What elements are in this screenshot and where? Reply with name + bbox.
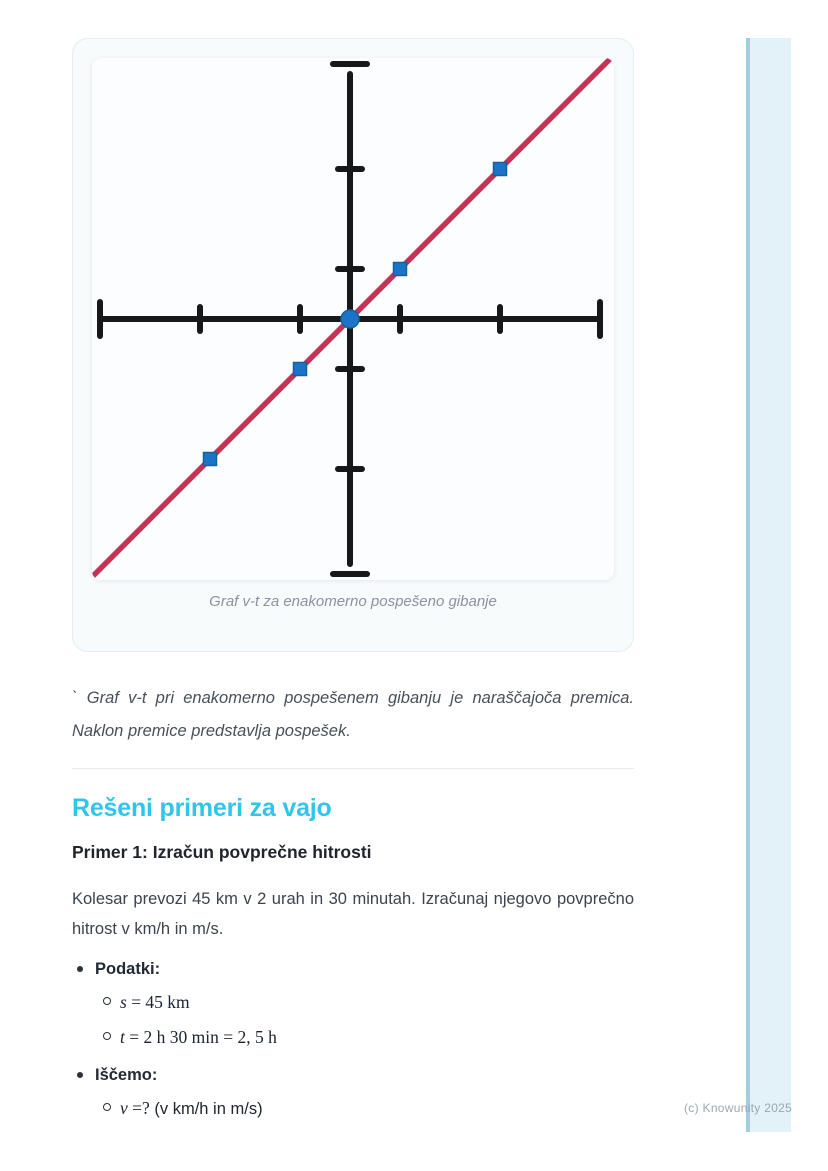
section-divider: [72, 768, 634, 769]
list-subitem: [72, 1096, 634, 1121]
bullet-icon: [77, 1072, 83, 1078]
vt-graph-svg: [92, 58, 614, 580]
list-item-data: [72, 958, 634, 980]
math-variable: v: [120, 1098, 128, 1118]
list-item-label: Iščemo:: [95, 1066, 158, 1084]
content-column: [72, 38, 634, 1121]
list-item-seek: [72, 1064, 634, 1086]
bullet-icon: [77, 966, 83, 972]
circle-bullet-icon: [103, 1103, 111, 1111]
math-variable: s: [120, 992, 127, 1012]
math-expression: [120, 1098, 150, 1118]
problem-text: Kolesar prevozi 45 km v 2 urah in 30 minutah. Izračunaj njegovo povprečno hitrost v km/h in m/s.: [72, 890, 634, 938]
math-expression: [120, 992, 190, 1012]
math-rest: = 45 km: [126, 992, 190, 1012]
right-margin-stripe: [746, 38, 791, 1132]
math-rest: = 2 h 30 min = 2, 5 h: [124, 1027, 277, 1047]
math-rest: =?: [127, 1098, 150, 1118]
subitem-note: (v km/h in m/s): [154, 1100, 263, 1118]
note-paragraph: ` Graf v-t pri enakomerno pospešenem gibanju je naraščajoča premica. Naklon premice predstavlja pospešek.: [72, 689, 634, 740]
watermark-text: (c) Knowunity 2025: [684, 1101, 793, 1115]
figure-card: [72, 38, 634, 652]
math-variable: t: [120, 1027, 125, 1047]
example-list: [72, 958, 634, 1121]
math-expression: [120, 1027, 277, 1047]
list-subitem: [72, 1025, 634, 1050]
section-heading: Rešeni primeri za vajo: [72, 794, 332, 822]
circle-bullet-icon: [103, 997, 111, 1005]
graph-panel: [92, 58, 614, 580]
circle-bullet-icon: [103, 1032, 111, 1040]
list-item-label: Podatki:: [95, 960, 161, 978]
example-title: Primer 1: Izračun povprečne hitrosti: [72, 842, 372, 862]
figure-caption: Graf v-t za enakomerno pospešeno gibanje: [209, 593, 497, 610]
list-subitem: [72, 990, 634, 1015]
